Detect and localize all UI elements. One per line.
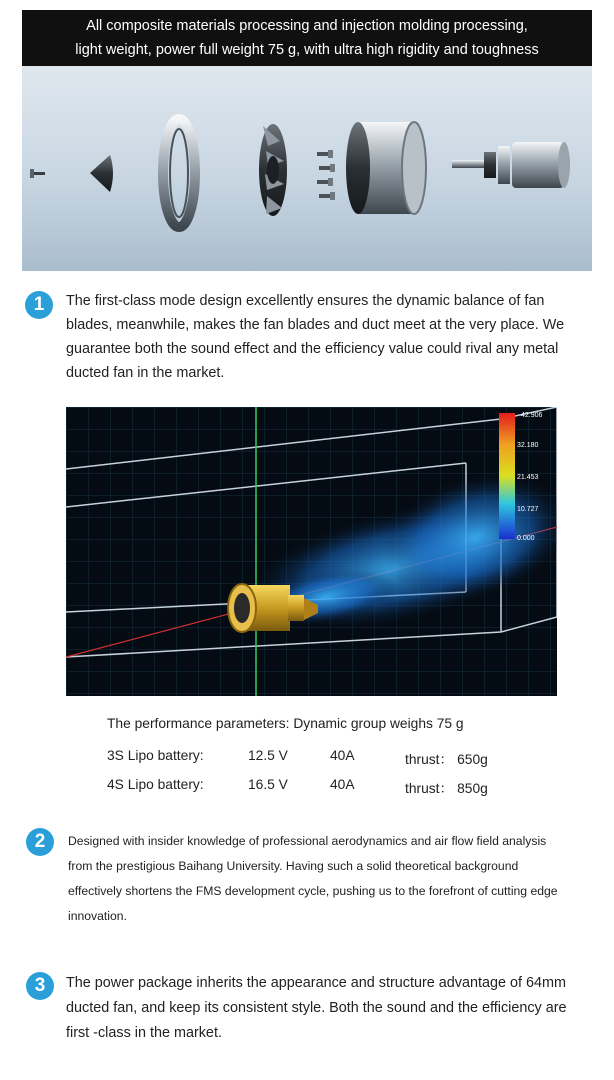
section-1-number-badge: 1 — [25, 291, 53, 319]
performance-row — [107, 748, 527, 768]
scale-value-5: 0.000 — [517, 535, 535, 542]
performance-row — [107, 777, 527, 797]
scale-value-1: 42.906 — [521, 412, 543, 419]
section-3-text: The power package inherits the appearance and structure advantage of 64mm ducted fan, and keep its consistent style. Both the sound and the efficiency are first -class in the market. — [66, 975, 567, 1041]
header-banner — [22, 10, 592, 66]
nose-cone-icon — [90, 155, 113, 192]
scale-value-4: 10.727 — [517, 506, 539, 513]
banner-line-2: light weight, power full weight 75 g, with ultra high rigidity and toughness — [75, 42, 539, 58]
scale-value-3: 21.453 — [517, 474, 539, 481]
battery-label: 3S Lipo battery: — [107, 748, 204, 763]
current-value: 40A — [330, 748, 355, 763]
duct-ring-icon — [163, 119, 195, 227]
motor-shaft-icon — [452, 142, 570, 188]
voltage-value: 12.5 V — [248, 748, 288, 763]
banner-line-1: All composite materials processing and injection molding processing, — [86, 18, 528, 34]
performance-heading: The performance parameters: Dynamic group weighs 75 g — [107, 716, 464, 731]
airflow-simulation-image — [66, 407, 557, 696]
section-2-number-badge: 2 — [26, 828, 54, 856]
exploded-parts-image — [22, 66, 592, 271]
current-value: 40A — [330, 777, 355, 792]
voltage-value: 16.5 V — [248, 777, 288, 792]
section-1-text: The first-class mode design excellently ensures the dynamic balance of fan blades, meanwhile, makes the fan blades and duct meet at the very place. We guarantee both the sound effect and the efficiency value could rival any metal ducted fan in the market. — [66, 293, 565, 381]
battery-label: 4S Lipo battery: — [107, 777, 204, 792]
bolts-icon — [317, 150, 335, 200]
thrust-value: thrust： 650g — [405, 752, 488, 767]
section-3-number-badge: 3 — [26, 972, 54, 1000]
section-2-text: Designed with insider knowledge of professional aerodynamics and air flow field analysis from the prestigious Baihang University. Having such a solid theoretical background effectively shortens the FMS development cycle, pushing us to the forefront of cutting edge innovation. — [68, 834, 558, 923]
fan-rotor-icon — [259, 124, 287, 216]
thrust-value: thrust： 850g — [405, 781, 488, 796]
screw-icon — [30, 169, 45, 178]
scale-value-2: 32.180 — [517, 442, 539, 449]
motor-housing-icon — [346, 122, 426, 214]
